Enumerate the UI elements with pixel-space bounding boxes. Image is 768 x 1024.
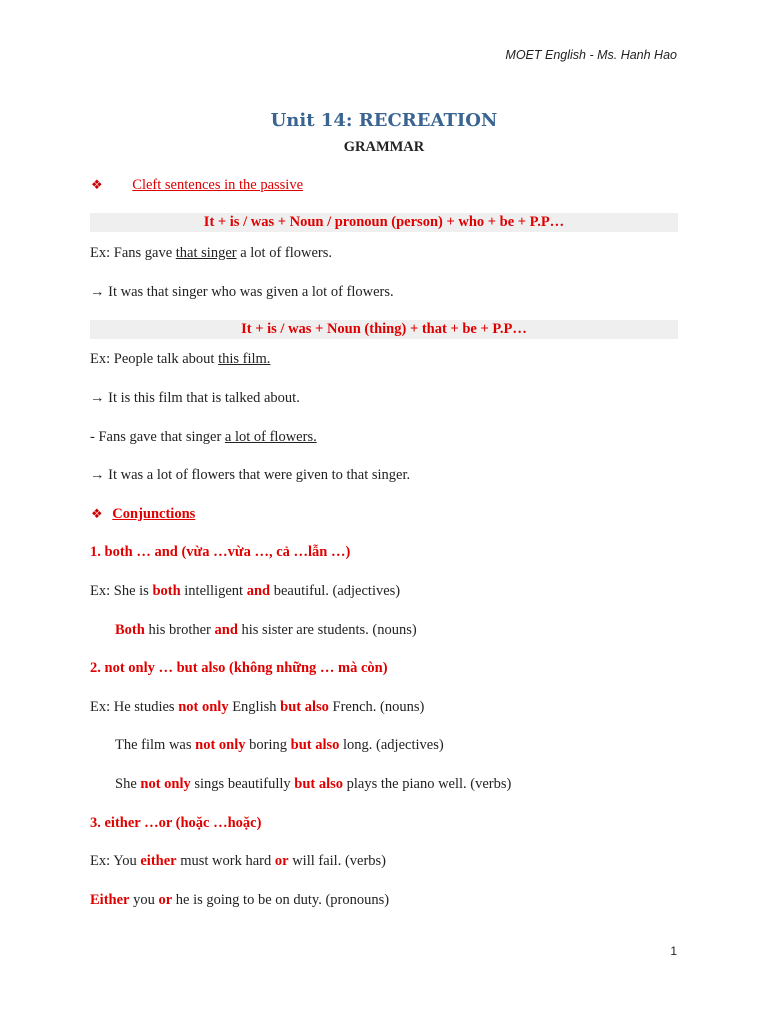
arrow-right-icon: → xyxy=(90,284,105,300)
keyword: but also xyxy=(294,776,344,792)
example-text: boring xyxy=(245,737,291,753)
keyword: and xyxy=(246,583,271,599)
example-text: beautiful. (adjectives) xyxy=(270,583,401,599)
keyword: or xyxy=(158,892,173,908)
keyword: not only xyxy=(195,737,246,753)
keyword: but also xyxy=(290,737,340,753)
example-text: must work hard xyxy=(176,853,275,869)
example-text: Ex: He studies xyxy=(90,699,179,715)
example-result-line: → It is this film that is talked about. xyxy=(90,390,300,406)
example-text: will fail. (verbs) xyxy=(288,853,387,869)
example-result-line xyxy=(90,284,394,301)
conjunction-title-not-only: 2. not only … but also (không những … mà còn) xyxy=(90,660,388,676)
example-result-text: It was that singer who was given a lot of flowers. xyxy=(104,284,394,300)
example-text: he is going to be on duty. (pronouns) xyxy=(172,892,390,908)
example-line xyxy=(90,245,332,262)
example-line xyxy=(90,429,317,446)
example-result-line: → It was a lot of flowers that were given to that singer. xyxy=(90,467,411,483)
example-text: French. (nouns) xyxy=(328,699,425,715)
keyword: and xyxy=(214,622,238,638)
keyword: Either xyxy=(90,892,130,908)
example-text: Ex: Fans gave xyxy=(90,245,176,261)
page-subtitle: GRAMMAR xyxy=(343,139,425,155)
section-heading-conjunctions xyxy=(91,506,195,523)
keyword: but also xyxy=(280,699,329,715)
conjunction-title-both-and: 1. both … and (vừa …vừa …, cả …lẫn …) xyxy=(90,544,351,560)
keyword: not only xyxy=(178,699,229,715)
example-text: Ex: You xyxy=(90,853,141,869)
keyword: or xyxy=(274,853,289,869)
example-text: intelligent xyxy=(180,583,247,599)
example-text: his sister are students. (nouns) xyxy=(237,622,417,638)
example-text: The film was xyxy=(115,737,196,753)
section-heading-cleft-text: Cleft sentences in the passive xyxy=(132,177,304,193)
page-header: MOET English - Ms. Hanh Hao xyxy=(505,48,677,62)
example-text: sings beautifully xyxy=(190,776,295,792)
example-text: you xyxy=(129,892,159,908)
conjunction-title-either-or: 3. either …or (hoặc …hoặc) xyxy=(90,815,262,831)
keyword: both xyxy=(152,583,181,599)
example-text: long. (adjectives) xyxy=(339,737,444,753)
example-text: Ex: She is xyxy=(90,583,153,599)
diamond-bullet-icon: ❖ xyxy=(91,178,103,193)
example-text: - Fans gave that singer xyxy=(90,429,225,445)
page-number: 1 xyxy=(670,944,677,958)
example-text: a lot of flowers. xyxy=(236,245,333,261)
formula-box-thing: It + is / was + Noun (thing) + that + be + P.P… xyxy=(90,320,678,339)
example-line xyxy=(115,622,417,639)
example-text: Ex: People talk about xyxy=(90,351,219,367)
keyword: not only xyxy=(140,776,191,792)
page-title: Unit 14: RECREATION xyxy=(270,110,498,131)
section-heading-conjunctions-text: Conjunctions xyxy=(112,506,196,522)
example-text: his brother xyxy=(144,622,215,638)
example-underlined: a lot of flowers. xyxy=(224,429,317,445)
example-text: English xyxy=(228,699,281,715)
example-line xyxy=(90,853,386,870)
keyword: either xyxy=(140,853,177,869)
example-text: plays the piano well. (verbs) xyxy=(343,776,512,792)
example-line xyxy=(115,737,444,754)
example-line xyxy=(115,776,511,793)
keyword: Both xyxy=(115,622,145,638)
example-underlined: that singer xyxy=(175,245,237,261)
example-line xyxy=(90,351,270,368)
example-underlined: this film. xyxy=(218,351,271,367)
section-heading-cleft xyxy=(91,177,303,194)
diamond-bullet-icon: ❖ xyxy=(91,507,103,522)
example-line xyxy=(90,892,389,909)
formula-box-person: It + is / was + Noun / pronoun (person) + who + be + P.P… xyxy=(90,213,678,232)
example-text: She xyxy=(115,776,141,792)
example-line xyxy=(90,583,400,600)
example-line xyxy=(90,699,424,716)
